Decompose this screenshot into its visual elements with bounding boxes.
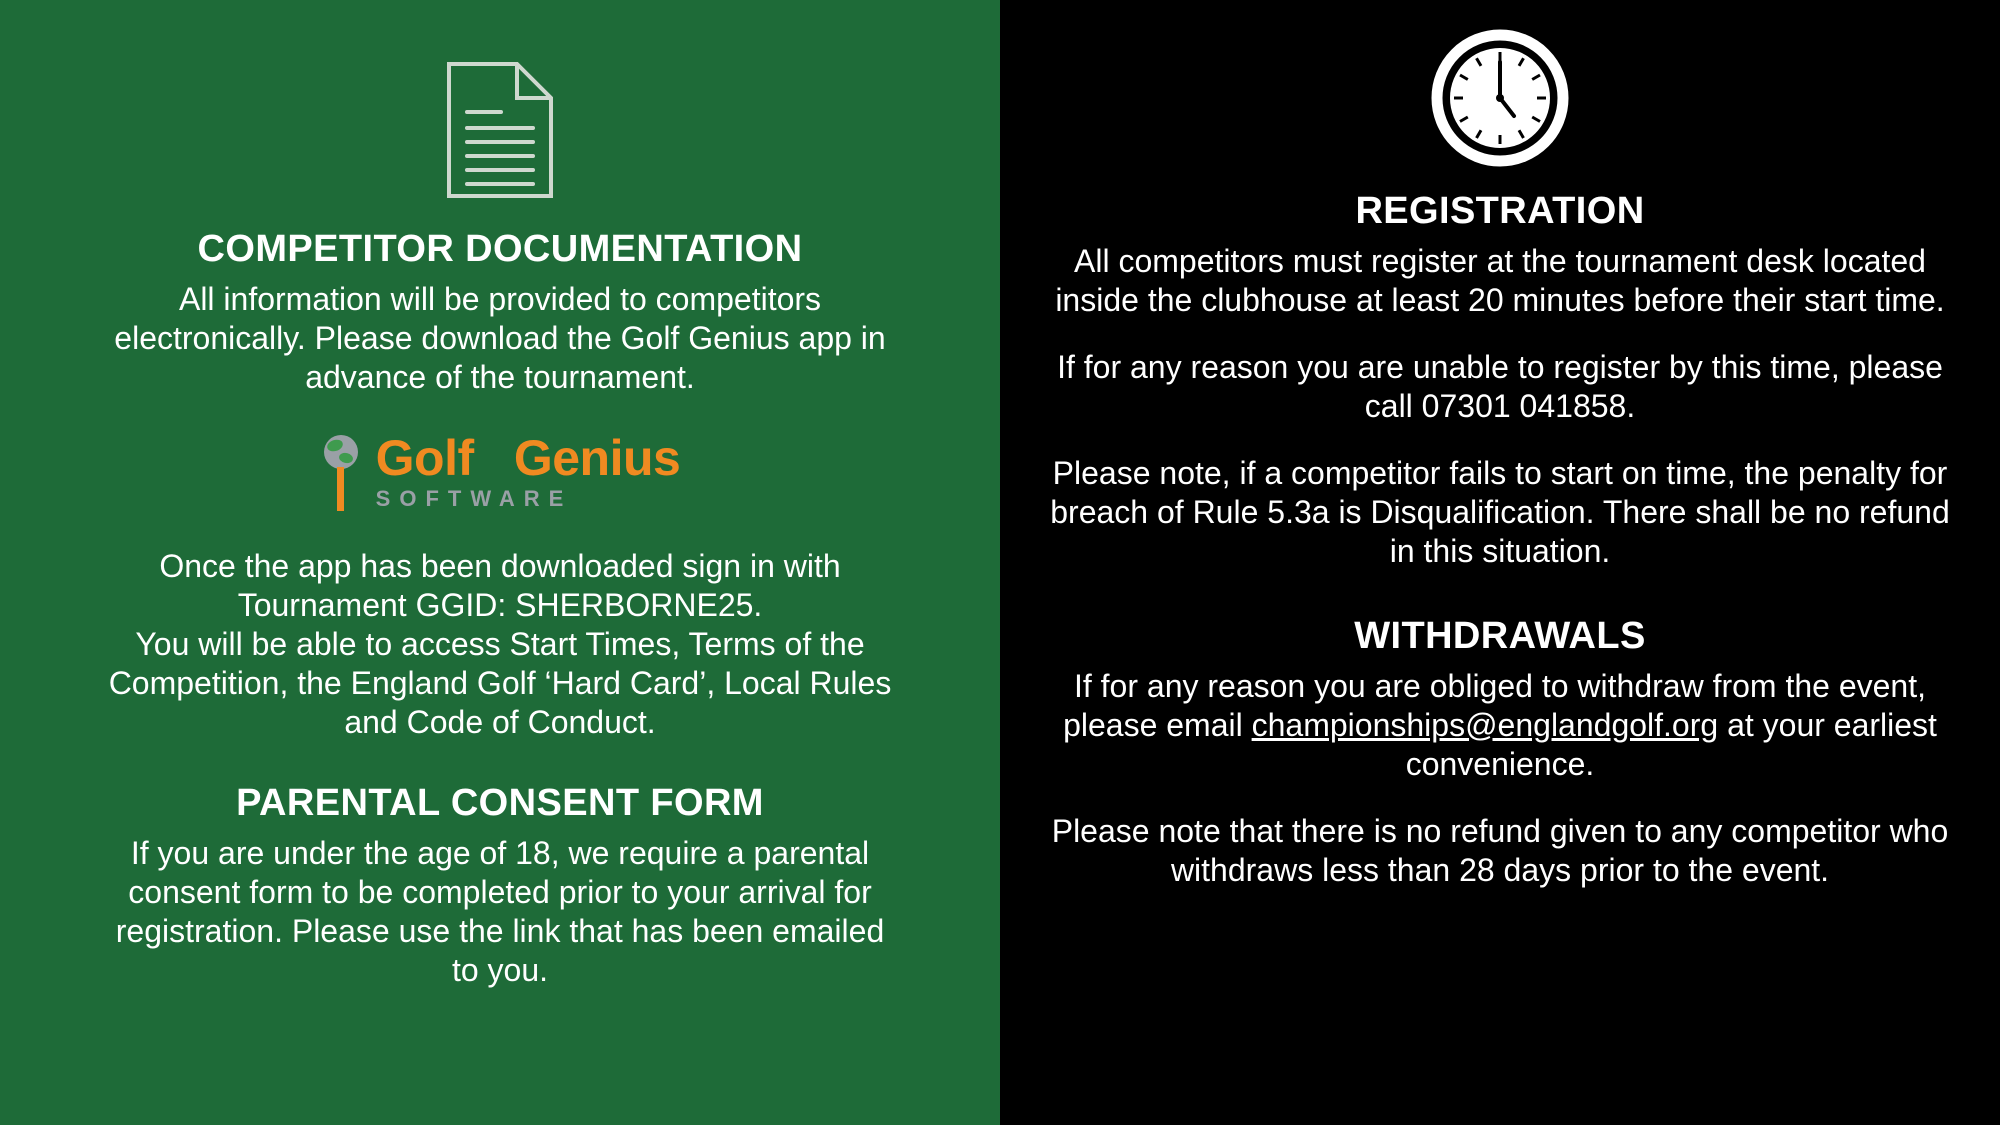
document-icon (445, 60, 555, 200)
heading-withdrawals: WITHDRAWALS (1354, 614, 1646, 657)
registration-text-3: Please note, if a competitor fails to start on time, the penalty for breach of Rule 5.3a is Disqualification. There shall be no refund in this situation. (1050, 454, 1950, 569)
registration-withdrawals-panel (1000, 0, 2000, 1125)
registration-text-1: All competitors must register at the tournament desk located inside the clubhouse at least 20 minutes before their start time. (1055, 242, 1945, 318)
withdrawals-text-1 (1030, 667, 1970, 784)
heading-registration: REGISTRATION (1355, 190, 1645, 232)
document-icon-container (30, 0, 970, 200)
heading-competitor-documentation: COMPETITOR DOCUMENTATION (197, 228, 803, 270)
heading-parental-consent-form: PARENTAL CONSENT FORM (236, 781, 764, 824)
logo-subtitle-software: SOFTWARE (375, 485, 573, 511)
withdrawals-text-after: at your earliest convenience. (1405, 706, 1937, 782)
withdrawals-text-2: Please note that there is no refund given to any competitor who withdraws less than 28 days prior to the event. (1051, 812, 1949, 888)
golf-genius-logo-words (375, 429, 681, 486)
ggid-instructions (30, 547, 970, 742)
competitor-documentation-text: All information will be provided to competitors electronically. Please download the Golf Genius app in advance of the tournament. (114, 280, 886, 395)
parental-consent-text: If you are under the age of 18, we require a parental consent form to be completed prior to your arrival for registration. Please use the link that has been emailed to you. (115, 834, 885, 988)
golf-genius-logo (30, 429, 970, 513)
logo-word-genius: Genius (513, 429, 681, 486)
ggid-line-1: Once the app has been downloaded sign in with (159, 547, 841, 584)
championships-email-link[interactable]: championships@englandgolf.org (1251, 706, 1719, 743)
ggid-line-3: You will be able to access Start Times, Terms of the Competition, the England Golf ‘Hard Card’, Local Rules and Code of Conduct. (108, 625, 892, 740)
ggid-line-2: Tournament GGID: SHERBORNE25. (237, 586, 763, 623)
golf-ball-tee-icon (320, 435, 362, 513)
withdrawals-text-before: If for any reason you are obliged to withdraw from the event, please email (1063, 667, 1926, 743)
registration-text-2: If for any reason you are unable to register by this time, please call 07301 041858. (1057, 348, 1943, 424)
golf-genius-logo-text (375, 429, 681, 512)
clock-icon-container (1030, 0, 1970, 168)
logo-word-golf: Golf (375, 429, 474, 486)
clock-icon (1430, 28, 1570, 168)
